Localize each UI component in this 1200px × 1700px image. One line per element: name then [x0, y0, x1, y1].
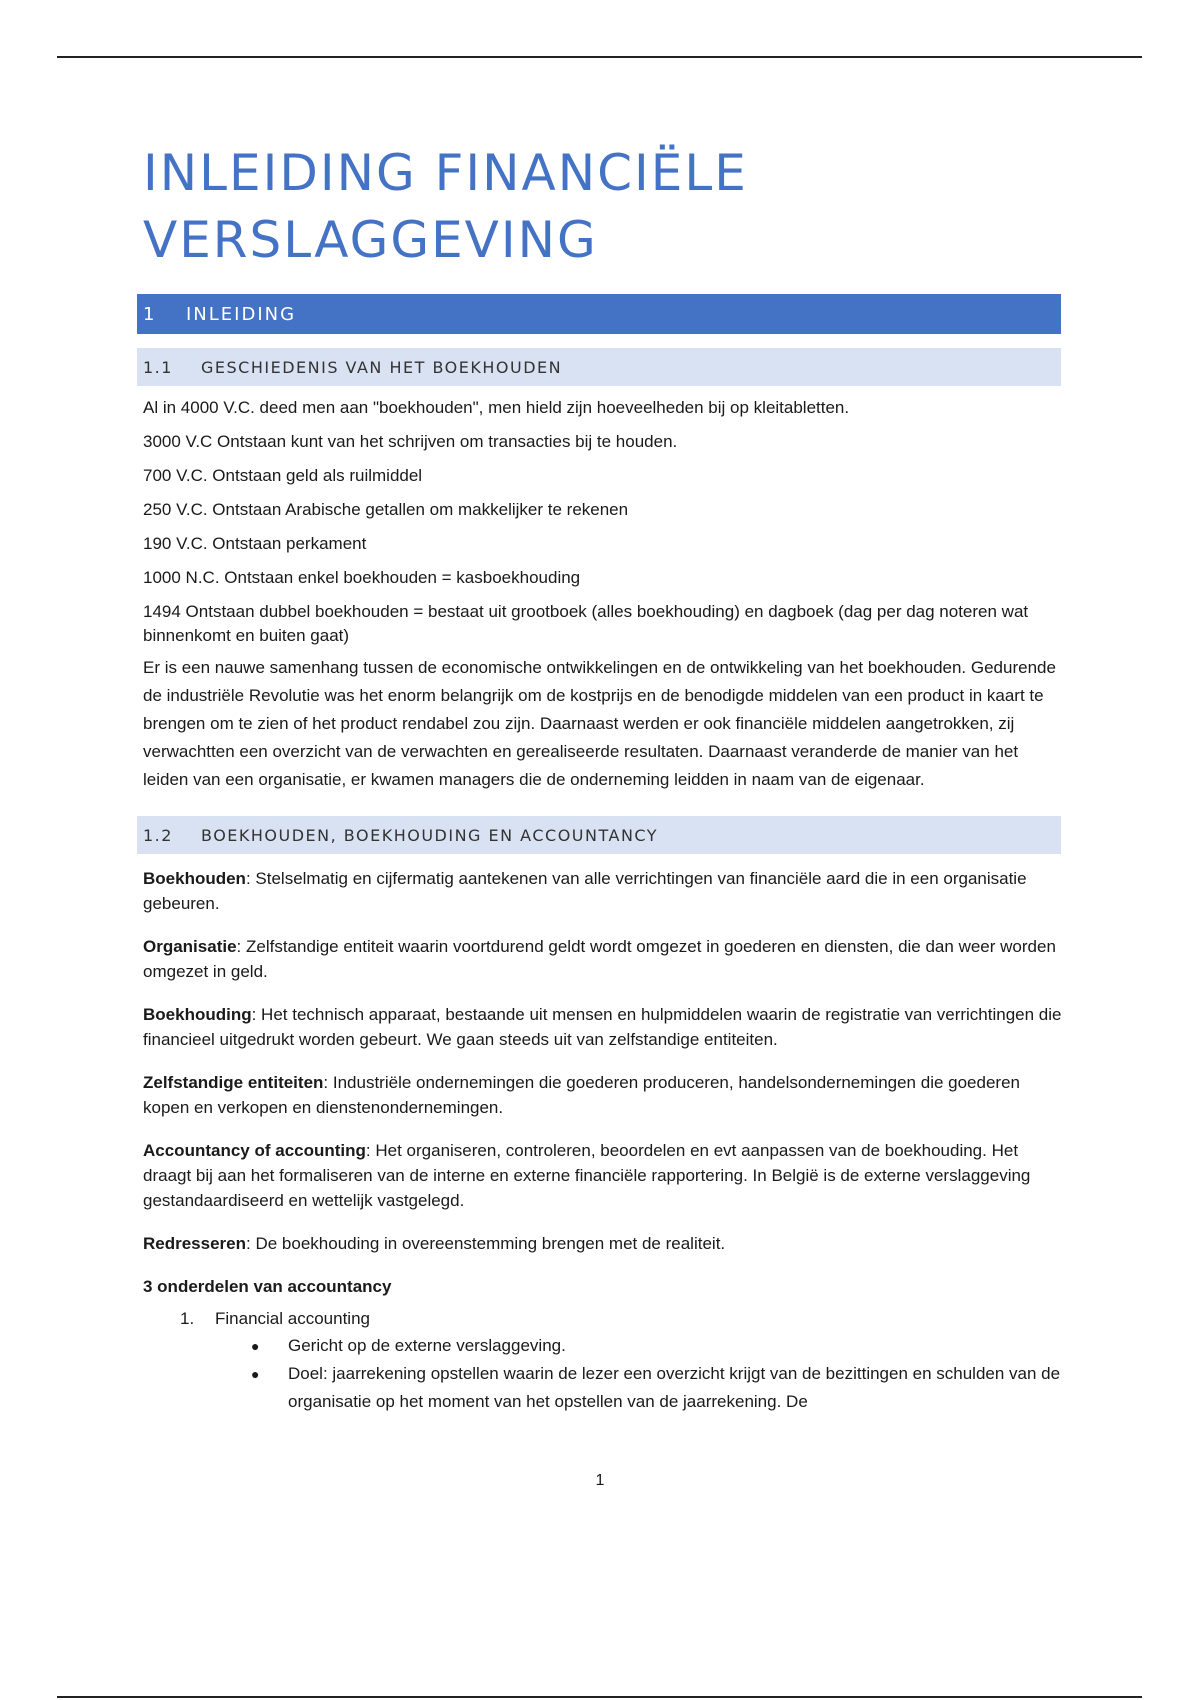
- bullet-text: Doel: jaarrekening opstellen waarin de lezer een overzicht krijgt van de bezittingen en schulden van de organisatie op het moment van het opstellen van de jaarrekening. De: [288, 1364, 1061, 1411]
- definition-text: : Stelselmatig en cijfermatig aantekenen van alle verrichtingen van financiële aard die in een organisatie gebeuren.: [143, 869, 1027, 913]
- definition-item: [143, 1231, 1063, 1256]
- definition-item: [143, 1002, 1063, 1052]
- accountancy-parts-heading: 3 onderdelen van accountancy: [143, 1277, 392, 1296]
- history-paragraph: Er is een nauwe samenhang tussen de economische ontwikkelingen en de ontwikkeling van het boekhouden. Gedurende de industriële Revolutie was het enorm belangrijk om de kostprijs en de benodigde middelen van een product in kaart te brengen om te zien of het product rendabel zou zijn. Daarnaast werden er ook financiële middelen aangetrokken, zij verwachtten een overzicht van de verwachten en gerealiseerde resultaten. Daarnaast veranderde de manier van het leiden van een organisatie, er kwamen managers die de onderneming leidden in naam van de eigenaar.: [143, 658, 1056, 789]
- footer-rule: [57, 1696, 1142, 1698]
- definitions-list: [143, 866, 1063, 1256]
- bullet-item: [251, 1360, 1063, 1416]
- list-label: Financial accounting: [215, 1309, 370, 1328]
- history-timeline: [143, 396, 1063, 648]
- definition-term: Accountancy of accounting: [143, 1141, 366, 1160]
- bullet-icon: ●: [251, 1366, 260, 1382]
- page-number: 1: [595, 1472, 605, 1489]
- definition-item: [143, 866, 1063, 916]
- definition-term: Organisatie: [143, 937, 237, 956]
- bullet-list: [251, 1332, 1063, 1416]
- definition-term: Boekhouding: [143, 1005, 252, 1024]
- heading-1-label: INLEIDING: [186, 303, 297, 325]
- bullet-text: Gericht op de externe verslaggeving.: [288, 1336, 566, 1355]
- page-content: [143, 140, 1063, 1416]
- timeline-line: 1000 N.C. Ontstaan enkel boekhouden = kasboekhouding: [143, 568, 581, 587]
- list-number: 1.: [180, 1309, 195, 1328]
- header-rule: [57, 56, 1142, 58]
- definition-text: : Industriële ondernemingen die goederen produceren, handelsondernemingen die goederen kopen en verkopen en dienstenondernemingen.: [143, 1073, 1020, 1117]
- definition-text: : Het technisch apparaat, bestaande uit mensen en hulpmiddelen waarin de registratie van verrichtingen die financieel uitgedrukt worden gebeurt. We gaan steeds uit van zelfstandige entiteiten.: [143, 1005, 1062, 1049]
- definition-text: : Het organiseren, controleren, beoordelen en evt aanpassen van de boekhouding. Het draagt bij aan het formaliseren van de interne en externe financiële rapportering. In België is de externe verslaggeving gestandaardiseerd en wettelijk vastgelegd.: [143, 1141, 1031, 1210]
- timeline-line: 250 V.C. Ontstaan Arabische getallen om makkelijker te rekenen: [143, 500, 629, 519]
- timeline-line: 700 V.C. Ontstaan geld als ruilmiddel: [143, 466, 423, 485]
- definition-item: [143, 1070, 1063, 1120]
- numbered-list-item: [180, 1305, 1063, 1332]
- document-title: [143, 140, 1063, 274]
- heading-1-2-boekhouden: [137, 816, 1061, 854]
- heading-1-2-label: BOEKHOUDEN, BOEKHOUDING EN ACCOUNTANCY: [201, 825, 659, 845]
- heading-1-1-number: 1.1: [143, 357, 173, 377]
- definition-item: [143, 934, 1063, 984]
- heading-1-inleiding: [137, 294, 1061, 334]
- bullet-icon: ●: [251, 1338, 260, 1354]
- definition-item: [143, 1138, 1063, 1213]
- title-line-1: INLEIDING FINANCIËLE: [143, 144, 748, 202]
- timeline-line: 1494 Ontstaan dubbel boekhouden = bestaat uit grootboek (alles boekhouding) en dagboek (dag per dag noteren wat binnenkomt en buiten gaat): [143, 602, 1029, 645]
- heading-1-2-number: 1.2: [143, 825, 173, 845]
- definition-text: : De boekhouding in overeenstemming brengen met de realiteit.: [246, 1234, 726, 1253]
- timeline-line: 3000 V.C Ontstaan kunt van het schrijven om transacties bij te houden.: [143, 432, 678, 451]
- bullet-item: [251, 1332, 1063, 1360]
- heading-1-1-label: GESCHIEDENIS VAN HET BOEKHOUDEN: [201, 357, 563, 377]
- heading-1-1-geschiedenis: [137, 348, 1061, 386]
- timeline-line: Al in 4000 V.C. deed men aan "boekhouden", men hield zijn hoeveelheden bij op kleitabletten.: [143, 398, 850, 417]
- definition-text: : Zelfstandige entiteit waarin voortdurend geldt wordt omgezet in goederen en diensten, die dan weer worden omgezet in geld.: [143, 937, 1056, 981]
- definition-term: Boekhouden: [143, 869, 246, 888]
- definition-term: Zelfstandige entiteiten: [143, 1073, 324, 1092]
- timeline-line: 190 V.C. Ontstaan perkament: [143, 534, 367, 553]
- title-line-2: VERSLAGGEVING: [143, 211, 598, 269]
- heading-1-number: 1: [143, 303, 157, 325]
- definition-term: Redresseren: [143, 1234, 247, 1253]
